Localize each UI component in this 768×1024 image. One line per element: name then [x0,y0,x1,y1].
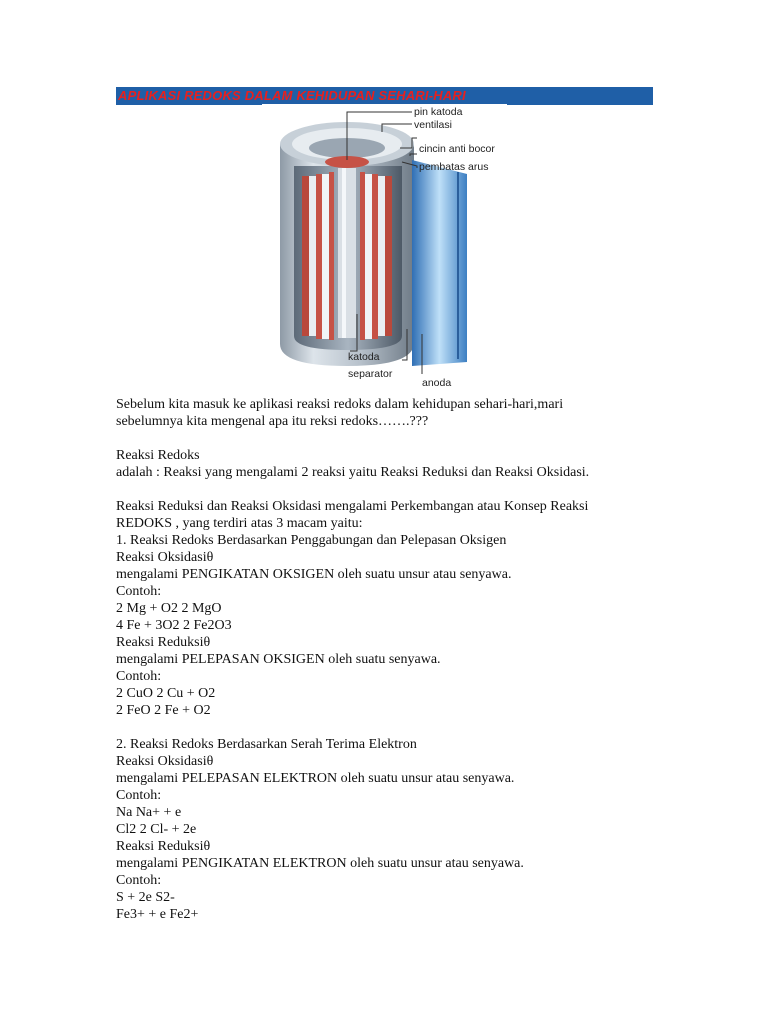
section-1-heading: 1. Reaksi Redoks Berdasarkan Penggabungan dan Pelepasan Oksigen [116,533,507,548]
equation-line: Na Na+ + e [116,805,182,820]
label-katoda: katoda [348,351,380,363]
contoh-label: Contoh: [116,669,162,684]
document-title: APLIKASI REDOKS DALAM KEHIDUPAN SEHARI-HARI [118,88,466,103]
section-2-heading: 2. Reaksi Redoks Berdasarkan Serah Terima Elektron [116,737,417,752]
text-line: mengalami PELEPASAN OKSIGEN oleh suatu senyawa. [116,652,441,667]
document-body [116,396,656,923]
label-cincin: cincin anti bocor [419,143,495,155]
label-pin-katoda: pin katoda [414,106,463,118]
concept-line-2: REDOKS , yang terdiri atas 3 macam yaitu: [116,516,363,531]
equation-line: 2 CuO 2 Cu + O2 [116,686,216,701]
battery-illustration [262,104,507,390]
concept-line-1: Reaksi Reduksi dan Reaksi Oksidasi mengalami Perkembangan atau Konsep Reaksi [116,499,589,514]
label-pembatas: pembatas arus [419,161,489,173]
subheading-reduksi-1: Reaksi Reduksiθ [116,635,211,650]
label-anoda: anoda [422,377,452,389]
equation-line: 2 Mg + O2 2 MgO [116,601,222,616]
text-line: mengalami PENGIKATAN OKSIGEN oleh suatu unsur atau senyawa. [116,567,512,582]
text-line: mengalami PELEPASAN ELEKTRON oleh suatu unsur atau senyawa. [116,771,515,786]
heading-reaksi-redoks: Reaksi Redoks [116,448,200,463]
equation-line: 2 FeO 2 Fe + O2 [116,703,211,718]
equation-line: Fe3+ + e Fe2+ [116,907,199,922]
battery-cutaway-figure [262,104,507,390]
subheading-oksidasi-2: Reaksi Oksidasiθ [116,754,214,769]
intro-line-2: sebelumnya kita mengenal apa itu reksi redoks…….??? [116,414,429,429]
center-pin-shape [338,168,356,338]
contoh-label: Contoh: [116,873,162,888]
title-banner [116,87,653,105]
definition-line: adalah : Reaksi yang mengalami 2 reaksi yaitu Reaksi Reduksi dan Reaksi Oksidasi. [116,465,590,480]
subheading-oksidasi-1: Reaksi Oksidasiθ [116,550,214,565]
label-separator: separator [348,368,393,380]
equation-line: S + 2e S2- [116,890,175,905]
contoh-label: Contoh: [116,584,162,599]
contoh-label: Contoh: [116,788,162,803]
subheading-reduksi-2: Reaksi Reduksiθ [116,839,211,854]
equation-line: Cl2 2 Cl- + 2e [116,822,197,837]
equation-line: 4 Fe + 3O2 2 Fe2O3 [116,618,232,633]
label-ventilasi: ventilasi [414,119,452,131]
text-line: mengalami PENGIKATAN ELEKTRON oleh suatu unsur atau senyawa. [116,856,524,871]
intro-line-1: Sebelum kita masuk ke aplikasi reaksi redoks dalam kehidupan sehari-hari,mari [116,397,564,412]
